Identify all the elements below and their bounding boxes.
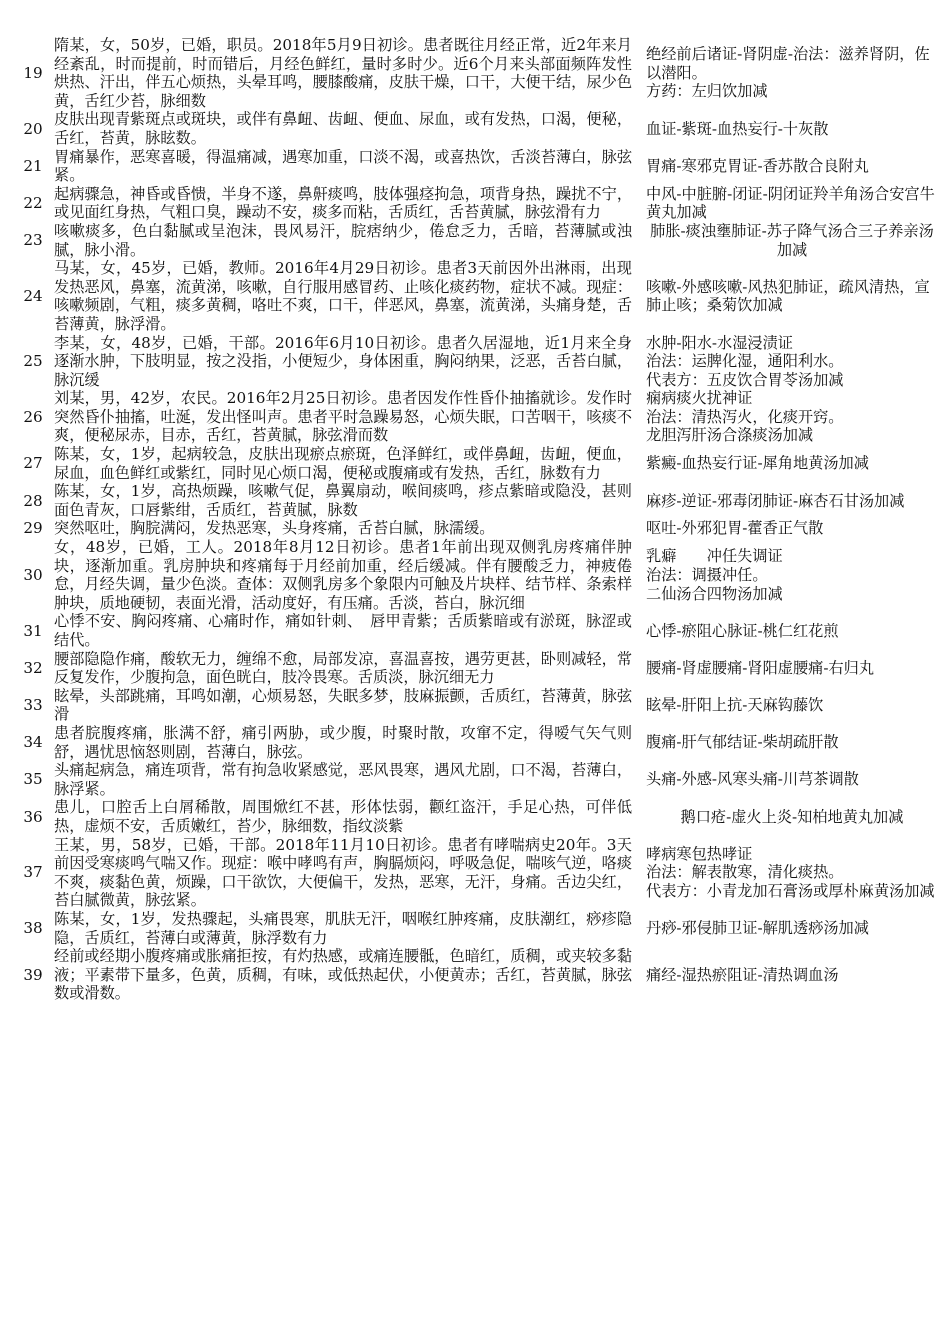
case-description: 女，48岁，已婚，工人。2018年8月12日初诊。患者1年前出现双侧乳房疼痛伴肿块，逐渐加重。乳房肿块和疼痛每于月经前加重，经后缓减。伴有腰酸乏力，神疲倦怠，月经失调，量少色淡。查体：双侧乳房多个象限内可触及片块样、结节样、条索样肿块，质地硬韧，表面光滑，活动度好，有压痛。舌淡，苔白，脉沉细	[54, 538, 632, 612]
case-number: 20	[23, 119, 43, 138]
case-diagnosis	[646, 185, 938, 222]
diagnosis-line: 代表方：五皮饮合胃苓汤加减	[646, 370, 844, 389]
case-sheet	[12, 36, 938, 1003]
case-diagnosis	[646, 650, 938, 687]
case-number: 31	[23, 621, 43, 640]
case-diagnosis	[646, 761, 938, 798]
case-number: 25	[23, 352, 43, 371]
case-description: 头痛起病急，痛连项背，常有拘急收紧感觉，恶风畏寒，遇风尤剧，口不渴，苔薄白，脉浮紧。	[54, 761, 632, 798]
case-number: 30	[23, 565, 43, 584]
diagnosis-line: 乳癖 冲任失调证	[646, 547, 783, 566]
case-number: 26	[23, 407, 43, 426]
case-row	[12, 761, 938, 798]
diagnosis-line: 哮病寒包热哮证	[646, 844, 753, 863]
diagnosis-line: 血证-紫斑-血热妄行-十灰散	[646, 119, 829, 138]
case-number: 36	[23, 807, 43, 826]
case-number: 22	[23, 194, 43, 213]
diagnosis-line: 丹痧-邪侵肺卫证-解肌透痧汤加减	[646, 919, 869, 938]
diagnosis-line: 中风-中脏腑-闭证-阴闭证羚羊角汤合安宫牛黄丸加减	[646, 184, 935, 222]
case-diagnosis	[646, 947, 938, 1003]
case-description: 患儿，口腔舌上白屑稀散，周围焮红不甚，形体怯弱，颧红盗汗，手足心热，可伴低热，虚烦不安，舌质嫩红，苔少，脉细数，指纹淡紫	[54, 798, 632, 835]
diagnosis-line: 痛经-湿热瘀阻证-清热调血汤	[646, 965, 839, 984]
case-description: 李某，女，48岁，已婚，干部。2016年6月10日初诊。患者久居湿地，近1月来全身逐渐水肿，下肢明显，按之没指，小便短少，身体困重，胸闷纳果，泛恶，舌苔白腻，脉沉缓	[54, 333, 632, 389]
case-row	[12, 222, 938, 259]
case-diagnosis	[646, 259, 938, 333]
case-diagnosis	[646, 389, 938, 445]
case-row	[12, 612, 938, 649]
case-description: 刘某，男，42岁，农民。2016年2月25日初诊。患者因发作性昏仆抽搐就诊。发作时突然昏仆抽搐，吐涎，发出怪叫声。患者平时急躁易怒，心烦失眠，口苦咽干，咳痰不爽，便秘尿赤，目赤，舌红，苔黄腻，脉弦滑而数	[54, 389, 632, 445]
diagnosis-line: 绝经前后诸证-肾阴虚-治法：滋养肾阴，佐以潜阳。	[646, 45, 930, 82]
diagnosis-line: 治法：清热泻火，化痰开窍。	[646, 407, 844, 426]
case-number: 28	[23, 491, 43, 510]
case-row	[12, 687, 938, 724]
case-description: 隋某，女，50岁，已婚，职员。2018年5月9日初诊。患者既往月经正常，近2年来月经紊乱，时而提前，时而错后，月经色鲜红，量时多时少。近6个月来头部面频阵发性烘热、汗出，伴五心烦热，头晕耳鸣，腰膝酸痛，皮肤干燥，口干，大便干结，尿少色黄，舌红少苔，脉细数	[54, 36, 632, 110]
case-row	[12, 259, 938, 333]
diagnosis-line: 治法：解表散寒，清化痰热。	[646, 863, 844, 882]
case-number: 32	[23, 658, 43, 677]
case-row	[12, 36, 938, 110]
diagnosis-line: 腹痛-肝气郁结证-柴胡疏肝散	[646, 733, 839, 752]
case-row	[12, 389, 938, 445]
case-rows	[12, 36, 938, 1003]
diagnosis-line: 鹅口疮-虚火上炎-知柏地黄丸加减	[680, 807, 904, 826]
case-row	[12, 110, 938, 147]
diagnosis-line: 麻疹-逆证-邪毒闭肺证-麻杏石甘汤加减	[646, 491, 905, 510]
case-description: 马某，女，45岁，已婚，教师。2016年4月29日初诊。患者3天前因外出淋雨，出现发热恶风，鼻塞，流黄涕，咳嗽，自行服用感冒药、止咳化痰药物，症状不减。现症：咳嗽频剧，气粗，痰多黄稠，咯吐不爽，口干，伴恶风，鼻塞，流黄涕，头痛身楚，舌苔薄黄，脉浮滑。	[54, 259, 632, 333]
case-description: 起病骤急，神昏或昏愦，半身不遂，鼻鼾痰鸣，肢体强痉拘急，项背身热，躁扰不宁，或见面红身热，气粗口臭，躁动不安，痰多而粘，舌质红，舌苔黄腻，脉弦滑有力	[54, 184, 632, 222]
diagnosis-line: 咳嗽-外感咳嗽-风热犯肺证，疏风清热，宣肺止咳；桑菊饮加减	[646, 277, 930, 315]
case-description: 陈某，女，1岁，发热骤起，头痛畏寒，肌肤无汗，咽喉红肿疼痛，皮肤潮红，痧疹隐隐，舌质红，苔薄白或薄黄，脉浮数有力	[54, 909, 632, 947]
case-row	[12, 650, 938, 687]
case-diagnosis	[646, 724, 938, 761]
case-row	[12, 538, 938, 612]
case-description: 经前或经期小腹疼痛或胀痛拒按，有灼热感，或痛连腰骶，色暗红，质稠，或夹较多黏液；平素带下量多，色黄，质稠，有味，或低热起伏，小便黄赤；舌红，苔黄腻，脉弦数或滑数。	[54, 947, 632, 1003]
case-number: 24	[23, 287, 43, 306]
diagnosis-line: 心悸-瘀阻心脉证-桃仁红花煎	[646, 621, 839, 640]
diagnosis-line: 水肿-阳水-水湿浸渍证	[646, 333, 793, 352]
case-number: 21	[23, 156, 43, 175]
case-description: 突然呕吐，胸脘满闷，发热恶寒，头身疼痛，舌苔白腻，脉濡缓。	[54, 519, 495, 538]
case-number: 34	[23, 733, 43, 752]
case-description: 陈某，女，1岁，高热烦躁，咳嗽气促，鼻翼扇动，喉间痰鸣，疹点紫暗或隐没，甚则面色青灰，口唇紫绀，舌质红，苔黄腻，脉数	[54, 482, 632, 519]
case-row	[12, 724, 938, 761]
case-diagnosis	[646, 687, 938, 724]
case-diagnosis	[646, 148, 938, 185]
diagnosis-line: 代表方：小青龙加石膏汤或厚朴麻黄汤加减	[646, 882, 935, 901]
case-number: 37	[23, 863, 43, 882]
case-row	[12, 334, 938, 390]
case-number: 19	[23, 63, 43, 82]
diagnosis-line: 龙胆泻肝汤合涤痰汤加减	[646, 426, 814, 445]
case-number: 39	[23, 965, 43, 984]
case-number: 38	[23, 919, 43, 938]
case-diagnosis	[646, 445, 938, 482]
case-number: 35	[23, 770, 43, 789]
case-table	[12, 36, 938, 1003]
case-row	[12, 148, 938, 185]
case-number: 29	[23, 519, 43, 538]
case-diagnosis	[646, 36, 938, 110]
case-description: 腰部隐隐作痛，酸软无力，缠绵不愈，局部发凉，喜温喜按，遇劳更甚，卧则减轻，常反复发作，少腹拘急，面色晄白，肢冷畏寒。舌质淡，脉沉细无力	[54, 649, 632, 687]
case-diagnosis	[646, 482, 938, 519]
case-row	[12, 445, 938, 482]
case-description: 皮肤出现青紫斑点或斑块，或伴有鼻衄、齿衄、便血、尿血，或有发热，口渴，便秘，舌红，苔黄，脉眩数。	[54, 110, 632, 147]
case-description: 胃痛暴作，恶寒喜暖，得温痛减，遇寒加重，口淡不渴，或喜热饮，舌淡苔薄白，脉弦紧。	[54, 147, 632, 185]
case-row	[12, 482, 938, 519]
case-description: 陈某，女，1岁，起病较急，皮肤出现瘀点瘀斑，色泽鲜红，或伴鼻衄，齿衄，便血，尿血，血色鲜红或紫红，同时见心烦口渴，便秘或腹痛或有发热，舌红，脉数有力	[54, 445, 632, 482]
case-diagnosis	[646, 519, 938, 538]
case-number: 27	[23, 454, 43, 473]
case-description: 患者脘腹疼痛，胀满不舒，痛引两胁，或少腹，时聚时散，攻窜不定，得嗳气矢气则舒，遇忧思恼怒则剧，苔薄白，脉弦。	[54, 723, 632, 761]
case-row	[12, 185, 938, 222]
case-diagnosis	[646, 110, 938, 147]
diagnosis-line: 肺胀-痰浊壅肺证-苏子降气汤合三子养亲汤加减	[650, 221, 934, 259]
diagnosis-line: 治法：调摄冲任。	[646, 565, 768, 584]
case-description: 眩晕，头部跳痛，耳鸣如潮，心烦易怒，失眠多梦，肢麻振颤，舌质红，苔薄黄，脉弦滑	[54, 686, 632, 724]
case-diagnosis	[646, 798, 938, 835]
diagnosis-line: 二仙汤合四物汤加减	[646, 584, 783, 603]
case-row	[12, 519, 938, 538]
case-diagnosis	[646, 222, 938, 259]
diagnosis-line: 痫病痰火扰神证	[646, 389, 753, 408]
case-diagnosis	[646, 836, 938, 910]
diagnosis-line: 紫癜-血热妄行证-犀角地黄汤加减	[646, 454, 869, 473]
case-row	[12, 910, 938, 947]
case-diagnosis	[646, 538, 938, 612]
case-description: 王某，男，58岁，已婚，干部。2018年11月10日初诊。患者有哮喘病史20年。3天前因受寒痰鸣气喘又作。现症：喉中哮鸣有声，胸膈烦闷，呼吸急促，喘咳气逆，咯痰不爽，痰黏色黄，烦躁，口干欲饮，大便偏干，发热，恶寒，无汗，身痛。舌边尖红，苔白腻微黄，脉弦紧。	[54, 835, 632, 910]
case-diagnosis	[646, 334, 938, 390]
diagnosis-line: 腰痛-肾虚腰痛-肾阳虚腰痛-右归丸	[646, 658, 875, 677]
case-diagnosis	[646, 612, 938, 649]
case-diagnosis	[646, 910, 938, 947]
case-description: 心悸不安、胸闷疼痛、心痛时作，痛如针刺、 唇甲青紫；舌质紫暗或有淤斑，脉涩或结代。	[54, 612, 632, 649]
diagnosis-line: 方药：左归饮加减	[646, 82, 768, 101]
diagnosis-line: 头痛-外感-风寒头痛-川芎茶调散	[646, 770, 859, 789]
case-number: 23	[23, 231, 43, 250]
diagnosis-line: 胃痛-寒邪克胃证-香苏散合良附丸	[646, 156, 869, 175]
case-row	[12, 798, 938, 835]
case-number: 33	[23, 696, 43, 715]
case-row	[12, 947, 938, 1003]
diagnosis-line: 治法：运脾化湿，通阳利水。	[646, 352, 844, 371]
diagnosis-line: 眩晕-肝阳上抗-天麻钩藤饮	[646, 696, 824, 715]
diagnosis-line: 呕吐-外邪犯胃-藿香正气散	[646, 519, 824, 538]
case-description: 咳嗽痰多，色白黏腻或呈泡沫，畏风易汗，脘痞纳少，倦怠乏力，舌暗，苔薄腻或浊腻，脉小滑。	[54, 221, 632, 259]
case-row	[12, 836, 938, 910]
